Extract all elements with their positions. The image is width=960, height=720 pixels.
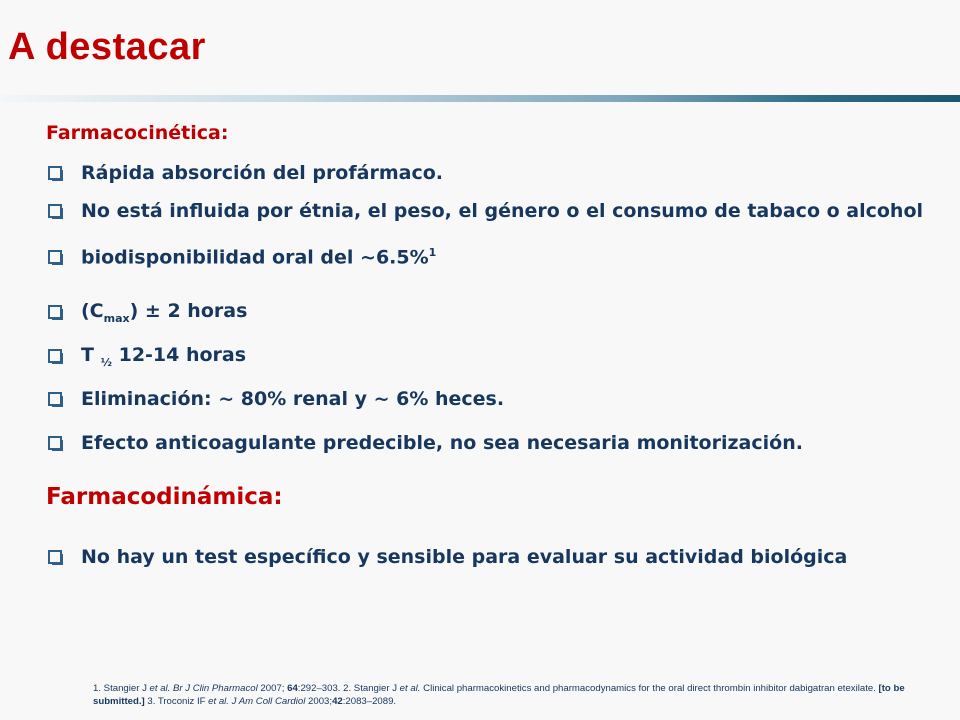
item-text: biodisponibilidad oral del ~6.5%$^1$ xyxy=(81,246,437,269)
checkbox-square-icon xyxy=(48,250,63,265)
pd-heading: Farmacodinámica: xyxy=(46,484,283,510)
slide-title: A destacar xyxy=(8,26,206,68)
checkbox-square-icon xyxy=(48,349,63,364)
subscript-max: max xyxy=(103,311,130,325)
item-text: $(C_{max}) \pm 2$ horas xyxy=(81,300,248,325)
item-text: No está influida por étnia, el peso, el género o el consumo de tabaco o alcohol xyxy=(81,200,924,222)
list-item xyxy=(48,344,246,369)
checkbox-square-icon xyxy=(48,305,63,320)
list-item xyxy=(48,200,923,222)
checkbox-square-icon xyxy=(48,392,63,407)
list-item xyxy=(48,388,504,410)
list-item xyxy=(48,300,247,325)
title-underline-bar xyxy=(0,95,960,102)
list-item xyxy=(48,246,436,268)
item-text: Efecto anticoagulante predecible, no sea necesaria monitorización. xyxy=(81,432,803,454)
item-text: T $_{\frac{1}{2}}$ 12-14 horas xyxy=(81,344,247,369)
checkbox-square-icon xyxy=(48,166,63,181)
checkbox-square-icon xyxy=(48,204,63,219)
item-text: No hay un test específico y sensible para evaluar su actividad biológica xyxy=(81,546,848,568)
checkbox-square-icon xyxy=(48,436,63,451)
list-item xyxy=(48,432,803,454)
subscript-half: ½ xyxy=(100,355,112,369)
item-text: Rápida absorción del profármaco. xyxy=(81,162,443,184)
list-item xyxy=(48,162,443,184)
superscript-ref: 1 xyxy=(428,246,437,259)
item-text: Eliminación: ~ 80% renal y ~ 6% heces. xyxy=(81,388,505,410)
list-item xyxy=(48,546,847,568)
references-footnote: 1. Stangier J et al. Br J Clin Pharmacol 2007; 64:292–303. 2. Stangier J et al. Clinical pharmacokinetics and pharmacodynamics for the oral direct thrombin inhibitor dabigatran etexilate. [to be submitted.] 3. Troconiz IF et al. J Am Coll Cardiol 2003;42:2083–2089. xyxy=(93,683,905,707)
pk-heading: Farmacocinética: xyxy=(46,122,229,144)
checkbox-square-icon xyxy=(48,550,63,565)
